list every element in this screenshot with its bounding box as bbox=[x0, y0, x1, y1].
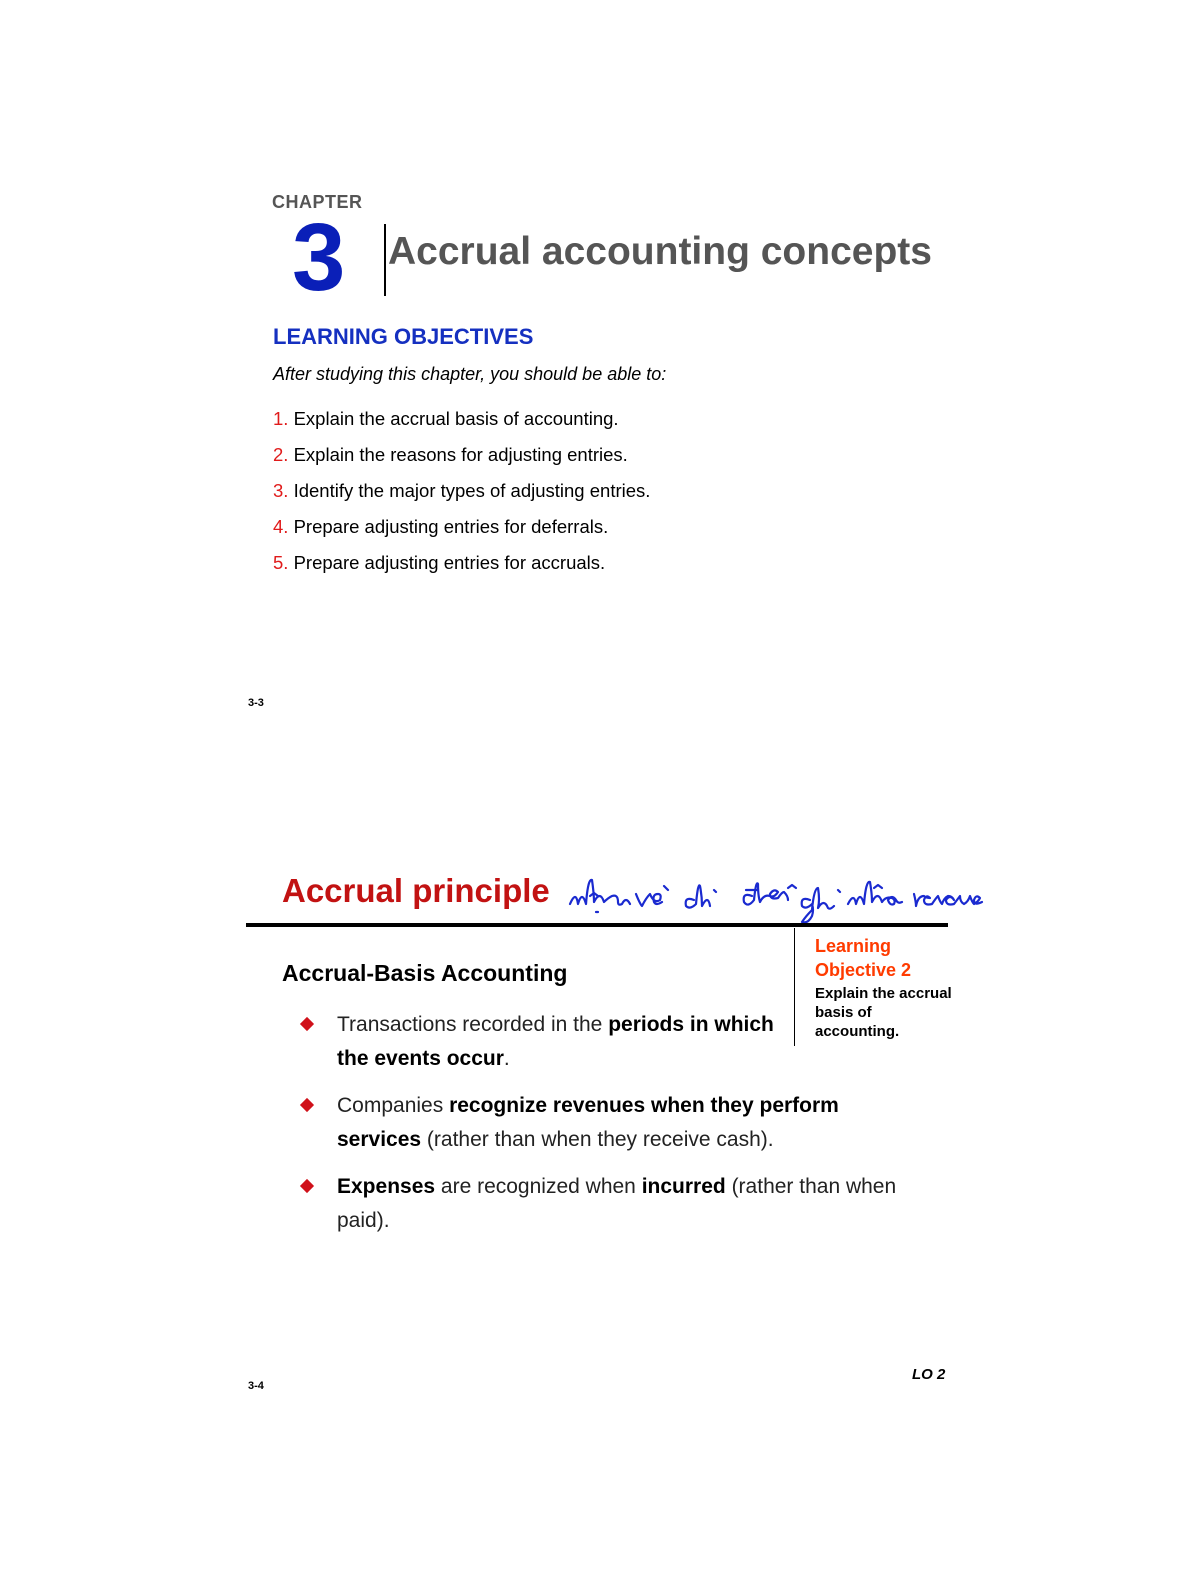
learning-objective-tag: LO 2 bbox=[912, 1366, 946, 1383]
objective-number: 2. bbox=[273, 444, 289, 465]
bullet-emphasis: recognize revenues when they perform services bbox=[337, 1094, 839, 1151]
learning-objective-text: Explain the accrual basis of accounting. bbox=[815, 985, 952, 1040]
objective-item bbox=[273, 514, 650, 550]
objective-text: Identify the major types of adjusting entries. bbox=[293, 480, 651, 501]
bullet-item bbox=[300, 1089, 900, 1157]
learning-objectives-heading: LEARNING OBJECTIVES bbox=[273, 324, 534, 349]
chapter-number: 3 bbox=[292, 204, 346, 311]
bullet-item bbox=[300, 1170, 897, 1238]
handwritten-annotation bbox=[566, 872, 1006, 926]
objective-text: Explain the accrual basis of accounting. bbox=[293, 408, 619, 429]
title-underline bbox=[246, 923, 948, 927]
chapter-divider bbox=[384, 224, 386, 296]
slide-chapter-3-objectives bbox=[0, 0, 1200, 760]
section-heading: Accrual-Basis Accounting bbox=[282, 960, 568, 986]
slide-title: Accrual principle bbox=[282, 872, 550, 909]
objective-number: 4. bbox=[273, 516, 289, 537]
chapter-title: Accrual accounting concepts bbox=[388, 230, 932, 273]
page-number: 3-3 bbox=[248, 697, 264, 709]
objective-number: 1. bbox=[273, 408, 289, 429]
learning-objectives-intro: After studying this chapter, you should be able to: bbox=[273, 364, 667, 384]
learning-objective-number: Objective 2 bbox=[815, 960, 912, 980]
diamond-bullet-icon bbox=[300, 1017, 314, 1031]
objective-item bbox=[273, 406, 650, 442]
bullet-emphasis: periods in which the events occur bbox=[337, 1013, 774, 1070]
objective-item bbox=[273, 550, 650, 586]
bullet-text: Companies bbox=[337, 1094, 450, 1117]
objective-number: 3. bbox=[273, 480, 289, 501]
bullet-text: . bbox=[503, 1047, 510, 1070]
objective-text: Explain the reasons for adjusting entries. bbox=[293, 444, 628, 465]
objective-text: Prepare adjusting entries for deferrals. bbox=[293, 516, 609, 537]
objective-text: Prepare adjusting entries for accruals. bbox=[293, 552, 606, 573]
learning-objectives-list bbox=[273, 406, 650, 586]
chapter-label: CHAPTER bbox=[272, 192, 363, 212]
bullet-text: Transactions recorded in the bbox=[337, 1013, 609, 1036]
learning-objective-label: Learning bbox=[815, 936, 892, 956]
bullet-emphasis: Expenses bbox=[337, 1175, 436, 1198]
diamond-bullet-icon bbox=[300, 1179, 314, 1193]
bullet-item bbox=[300, 1008, 787, 1076]
objective-item bbox=[273, 442, 650, 478]
bullet-text: (rather than when they receive cash). bbox=[421, 1128, 774, 1151]
diamond-bullet-icon bbox=[300, 1098, 314, 1112]
objective-item bbox=[273, 478, 650, 514]
objective-number: 5. bbox=[273, 552, 289, 573]
page-number: 3-4 bbox=[248, 1380, 264, 1392]
bullet-text: are recognized when bbox=[435, 1175, 642, 1198]
slide-accrual-principle bbox=[0, 760, 1200, 1576]
bullet-list bbox=[300, 1008, 900, 1251]
bullet-emphasis: incurred bbox=[641, 1175, 726, 1198]
bullet-text: (rather than when paid). bbox=[337, 1175, 897, 1232]
